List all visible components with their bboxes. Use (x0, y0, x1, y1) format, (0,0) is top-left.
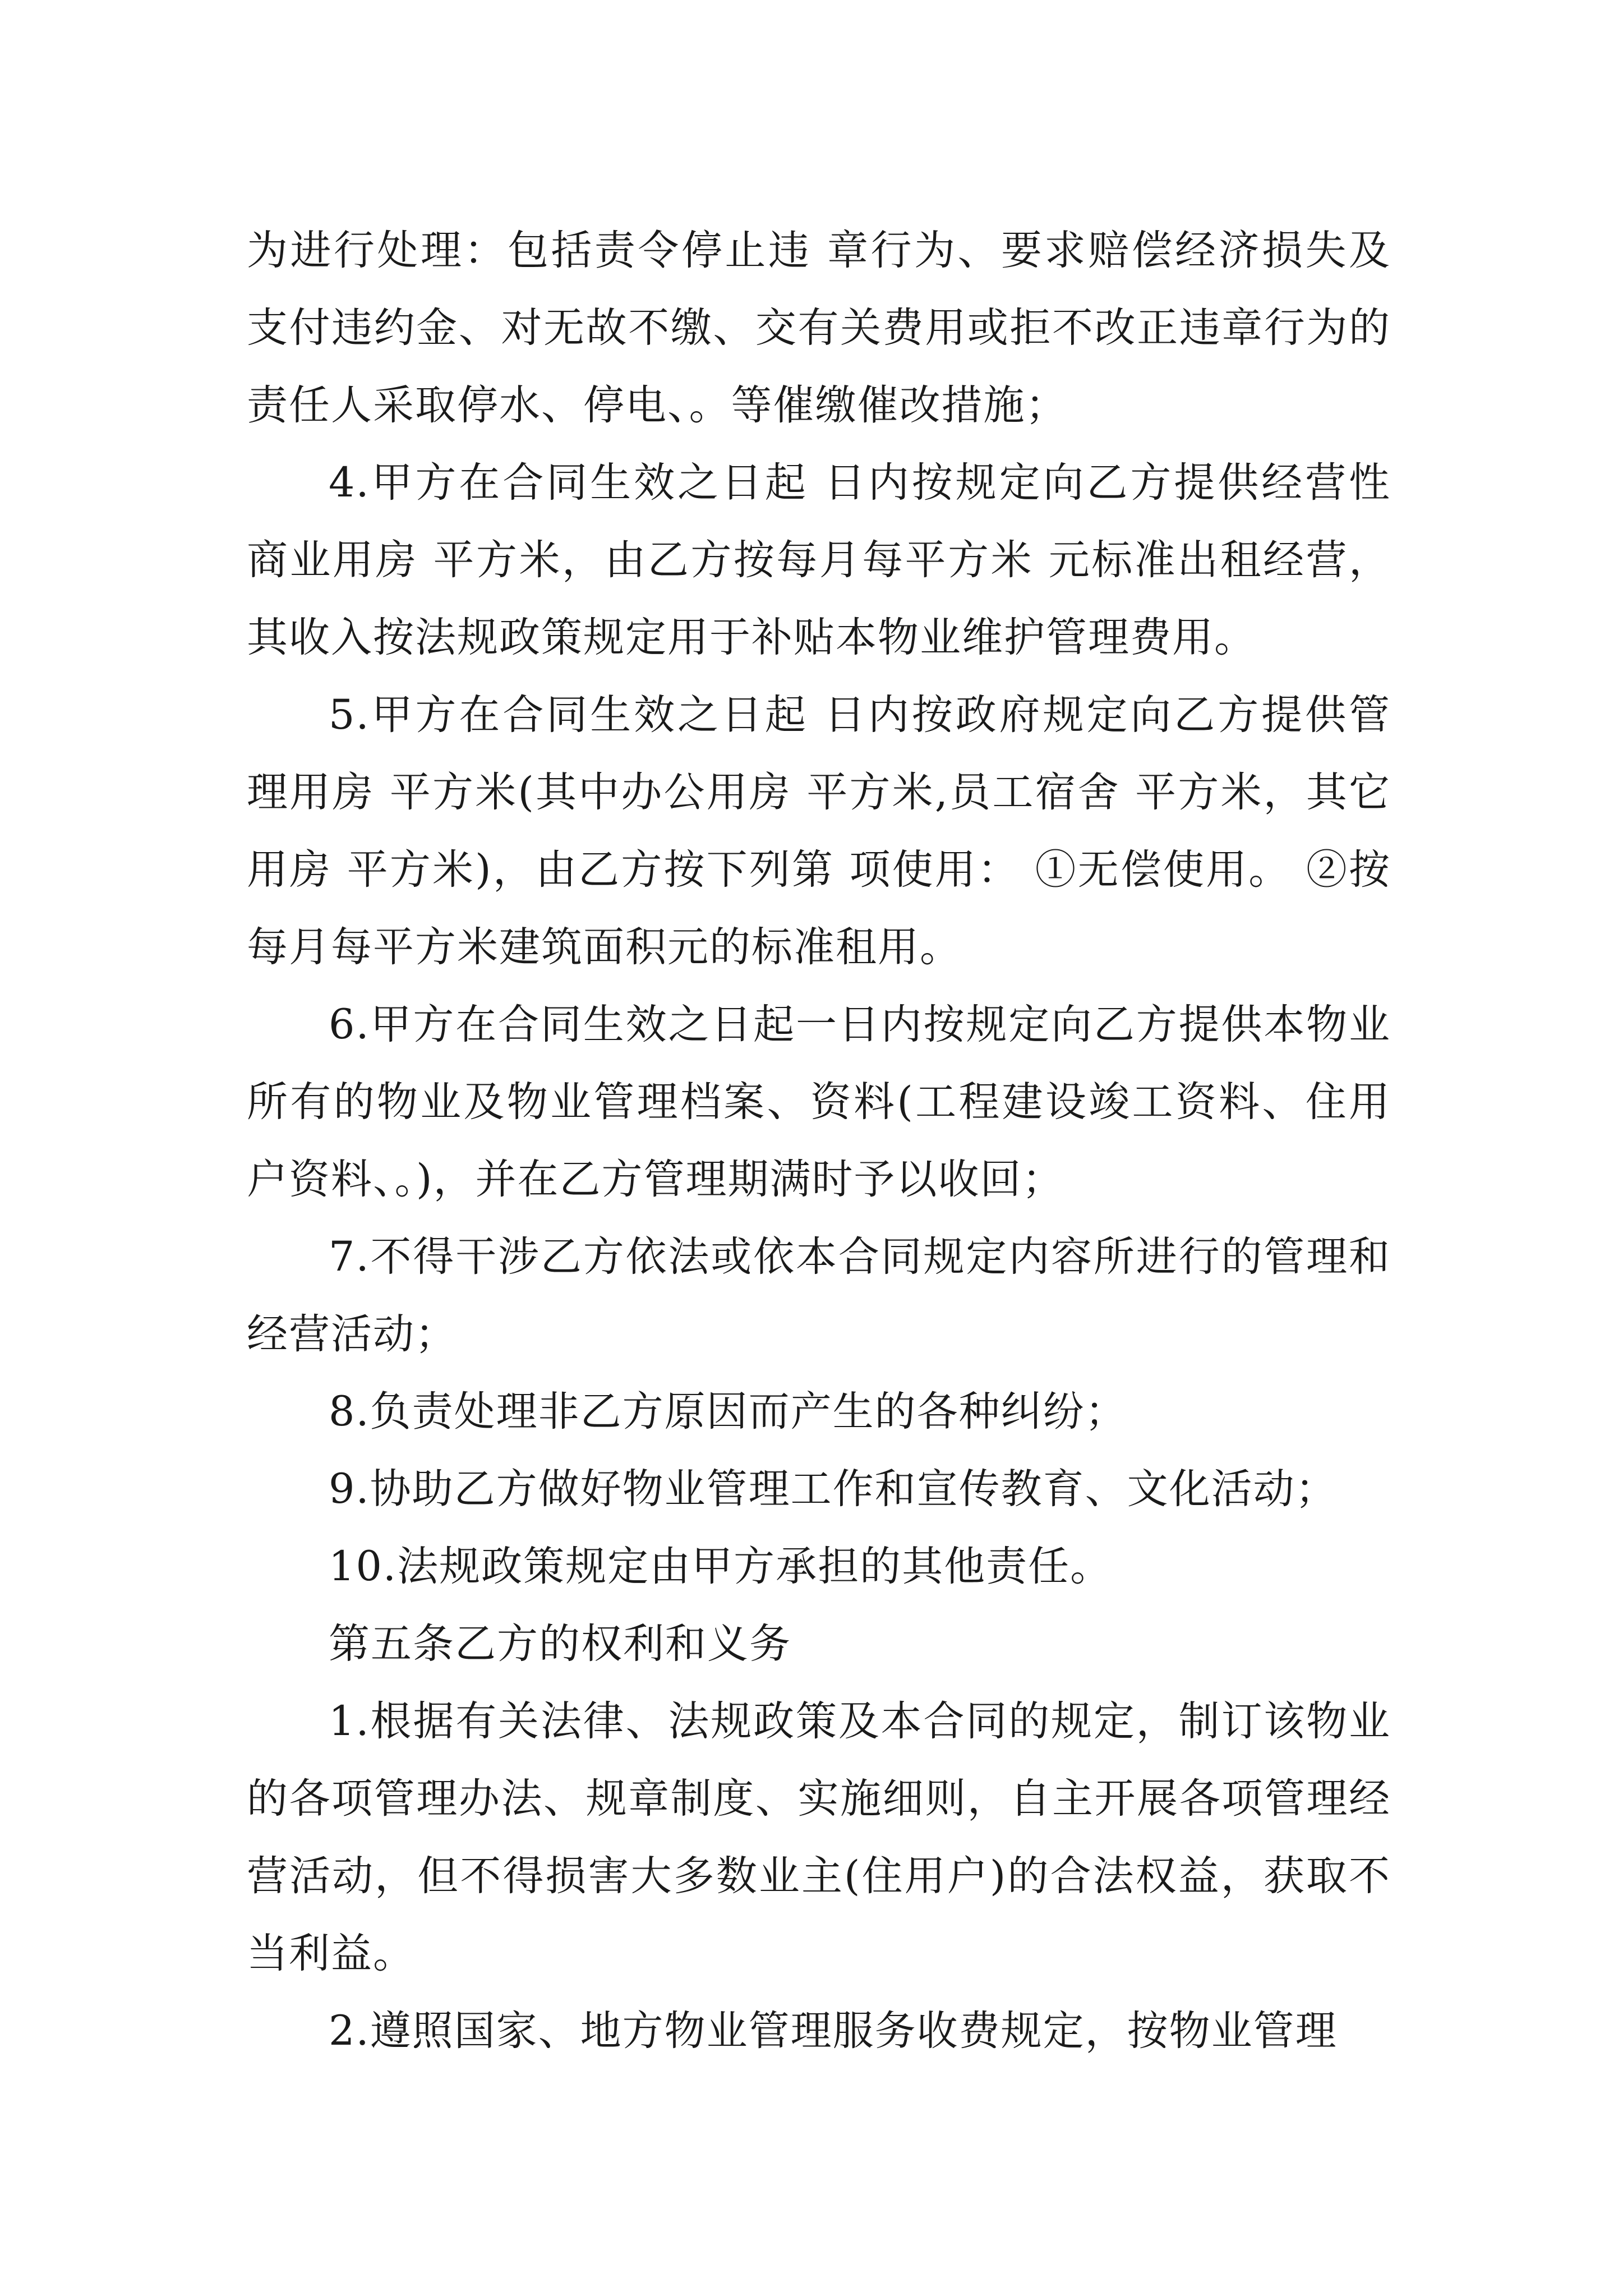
paragraph-item-4: 4.甲方在合同生效之日起 日内按规定向乙方提供经营性商业用房 平方米，由乙方按每月每平方米 元标准出租经营，其收入按法规政策规定用于补贴本物业维护管理费用。 (247, 459, 1391, 661)
paragraph-item-6: 6.甲方在合同生效之日起一日内按规定向乙方提供本物业所有的物业及物业管理档案、资料(工程建设竣工资料、住用户资料、。)，并在乙方管理期满时予以收回； (247, 1001, 1391, 1203)
paragraph-item-10: 10.法规政策规定由甲方承担的其他责任。 (329, 1543, 1113, 1590)
section-heading-article-5: 第五条乙方的权利和义务 (329, 1620, 791, 1668)
paragraph-item-7: 7.不得干涉乙方依法或依本合同规定内容所进行的管理和经营活动； (247, 1233, 1391, 1358)
paragraph-item-5: 5.甲方在合同生效之日起 日内按政府规定向乙方提供管理用房 平方米(其中办公用房 平方米,员工宿舍 平方米，其它用房 平方米)，由乙方按下列第 项使用： ①无偿使用。 ②按每月每平方米建筑面积元的标准租用。 (247, 691, 1391, 971)
paragraph-continuation: 为进行处理：包括责令停止违 章行为、要求赔偿经济损失及支付违约金、对无故不缴、交有关费用或拒不改正违章行为的 责任人采取停水、停电、。等催缴催改措施； (247, 227, 1405, 429)
paragraph-item-9: 9.协助乙方做好物业管理工作和宣传教育、文化活动； (329, 1465, 1338, 1513)
paragraph-item-1: 1.根据有关法律、法规政策及本合同的规定，制订该物业的各项管理办法、规章制度、实施细则，自主开展各项管理经营活动，但不得损害大多数业主(住用户)的合法权益，获取不当利益。 (247, 1697, 1391, 1977)
document-body (247, 212, 1405, 2070)
paragraph-item-8: 8.负责处理非乙方原因而产生的各种纠纷； (329, 1388, 1127, 1435)
paragraph-item-2: 2.遵照国家、地方物业管理服务收费规定，按物业管理 (329, 2007, 1338, 2055)
